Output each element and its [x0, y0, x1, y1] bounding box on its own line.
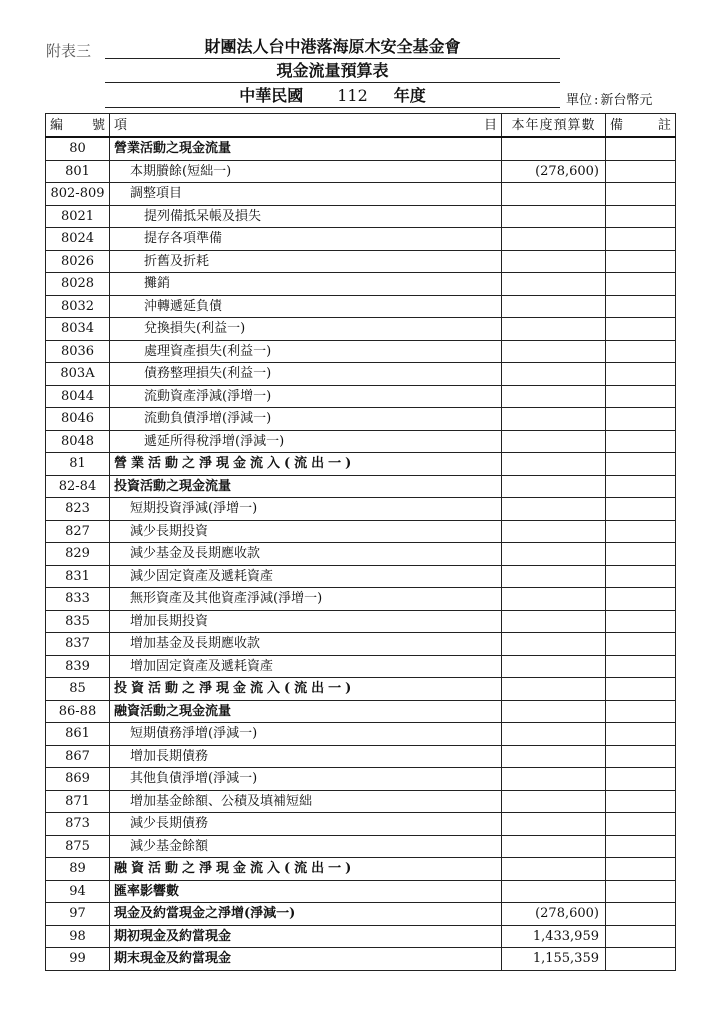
row-amount: [502, 565, 606, 588]
row-amount: [502, 250, 606, 273]
row-amount: [502, 835, 606, 858]
header-note-a: 備: [610, 117, 624, 133]
row-note: [606, 340, 676, 363]
table-row: [46, 228, 676, 251]
row-note: [606, 273, 676, 296]
table-row: [46, 160, 676, 183]
row-item: 減少基金及長期應收款: [110, 543, 502, 566]
row-amount: [502, 813, 606, 836]
row-note: [606, 813, 676, 836]
row-code: 97: [46, 903, 110, 926]
row-amount: [502, 588, 606, 611]
table-row: [46, 183, 676, 206]
row-code: 81: [46, 453, 110, 476]
row-code: 8036: [46, 340, 110, 363]
row-amount: [502, 498, 606, 521]
table-row: [46, 588, 676, 611]
table-row: [46, 700, 676, 723]
row-note: [606, 768, 676, 791]
row-item: 增加長期債務: [110, 745, 502, 768]
row-item: 沖轉遞延負債: [110, 295, 502, 318]
row-item: 處理資產損失(利益一): [110, 340, 502, 363]
row-item: 增加基金及長期應收款: [110, 633, 502, 656]
table-row: [46, 363, 676, 386]
row-note: [606, 205, 676, 228]
row-code: 8021: [46, 205, 110, 228]
row-code: 8024: [46, 228, 110, 251]
row-item: 期初現金及約當現金: [110, 925, 502, 948]
row-amount: [502, 880, 606, 903]
table-row: [46, 137, 676, 160]
table-row: [46, 295, 676, 318]
row-code: 8048: [46, 430, 110, 453]
row-code: 98: [46, 925, 110, 948]
row-code: 861: [46, 723, 110, 746]
row-amount: [502, 700, 606, 723]
table-row: [46, 925, 676, 948]
row-item: 無形資產及其他資產淨減(淨增一): [110, 588, 502, 611]
row-code: 8028: [46, 273, 110, 296]
table-row: [46, 858, 676, 881]
table-row: [46, 475, 676, 498]
row-note: [606, 903, 676, 926]
report-title: 現金流量預算表: [105, 61, 560, 83]
row-amount: [502, 183, 606, 206]
table-row: [46, 813, 676, 836]
table-row: [46, 565, 676, 588]
table-row: [46, 318, 676, 341]
row-note: [606, 498, 676, 521]
row-item: 流動資產淨減(淨增一): [110, 385, 502, 408]
row-note: [606, 228, 676, 251]
row-amount: (278,600): [502, 160, 606, 183]
row-amount: 1,155,359: [502, 948, 606, 971]
row-code: 837: [46, 633, 110, 656]
row-amount: [502, 137, 606, 160]
table-row: [46, 610, 676, 633]
table-row: [46, 453, 676, 476]
row-item: 融資活動之現金流量: [110, 700, 502, 723]
row-note: [606, 250, 676, 273]
row-code: 99: [46, 948, 110, 971]
row-amount: [502, 273, 606, 296]
row-amount: [502, 543, 606, 566]
row-item: 增加基金餘額、公積及填補短絀: [110, 790, 502, 813]
table-row: [46, 835, 676, 858]
row-note: [606, 520, 676, 543]
row-item: 短期債務淨增(淨減一): [110, 723, 502, 746]
row-code: 8032: [46, 295, 110, 318]
row-amount: [502, 723, 606, 746]
row-note: [606, 318, 676, 341]
header-note-b: 註: [657, 117, 671, 133]
header-code-a: 編: [50, 117, 64, 133]
row-item: 減少長期投資: [110, 520, 502, 543]
row-item: 減少固定資產及遞耗資產: [110, 565, 502, 588]
row-code: 867: [46, 745, 110, 768]
row-amount: [502, 678, 606, 701]
row-amount: [502, 228, 606, 251]
row-code: 829: [46, 543, 110, 566]
row-code: 873: [46, 813, 110, 836]
row-item: 融資活動之淨現金流入(流出一): [110, 858, 502, 881]
row-item: 流動負債淨增(淨減一): [110, 408, 502, 431]
table-row: [46, 678, 676, 701]
row-amount: [502, 318, 606, 341]
row-amount: [502, 430, 606, 453]
row-amount: [502, 745, 606, 768]
row-item: 短期投資淨減(淨增一): [110, 498, 502, 521]
row-note: [606, 880, 676, 903]
row-code: 8046: [46, 408, 110, 431]
row-note: [606, 183, 676, 206]
era-label: 中華民國: [239, 86, 304, 105]
table-row: [46, 543, 676, 566]
currency-unit: [566, 89, 652, 108]
unit-value: 新台幣元: [600, 93, 653, 108]
row-item: 增加長期投資: [110, 610, 502, 633]
row-item: 攤銷: [110, 273, 502, 296]
row-code: 801: [46, 160, 110, 183]
row-note: [606, 610, 676, 633]
row-amount: [502, 475, 606, 498]
unit-label: 單位: [566, 93, 593, 108]
row-note: [606, 430, 676, 453]
row-note: [606, 790, 676, 813]
row-note: [606, 543, 676, 566]
row-code: 833: [46, 588, 110, 611]
row-item: 其他負債淨增(淨減一): [110, 768, 502, 791]
row-code: 869: [46, 768, 110, 791]
table-row: [46, 723, 676, 746]
row-item: 提存各項準備: [110, 228, 502, 251]
table-row: [46, 790, 676, 813]
table-row: [46, 385, 676, 408]
row-note: [606, 925, 676, 948]
table-row: [46, 250, 676, 273]
row-item: 兌換損失(利益一): [110, 318, 502, 341]
row-code: 875: [46, 835, 110, 858]
header-code-b: 號: [91, 117, 105, 133]
row-item: 債務整理損失(利益一): [110, 363, 502, 386]
row-amount: [502, 385, 606, 408]
row-code: 827: [46, 520, 110, 543]
row-note: [606, 565, 676, 588]
table-row: [46, 205, 676, 228]
row-code: 85: [46, 678, 110, 701]
row-amount: [502, 633, 606, 656]
row-code: 871: [46, 790, 110, 813]
header-amount: 本年度預算數: [502, 114, 606, 138]
row-amount: (278,600): [502, 903, 606, 926]
unit-separator: :: [594, 93, 599, 108]
table-row: [46, 408, 676, 431]
year-value: 112: [337, 86, 368, 105]
row-code: 831: [46, 565, 110, 588]
header-row: [46, 114, 676, 138]
row-amount: [502, 408, 606, 431]
table-row: [46, 520, 676, 543]
table-row: [46, 273, 676, 296]
row-note: [606, 363, 676, 386]
row-note: [606, 137, 676, 160]
row-amount: [502, 363, 606, 386]
row-note: [606, 160, 676, 183]
row-note: [606, 835, 676, 858]
table-row: [46, 655, 676, 678]
year-suffix: 年度: [393, 86, 426, 105]
row-item: 現金及約當現金之淨增(淨減一): [110, 903, 502, 926]
row-note: [606, 858, 676, 881]
header-item-b: 目: [483, 117, 497, 133]
row-item: 期末現金及約當現金: [110, 948, 502, 971]
row-item: 減少長期債務: [110, 813, 502, 836]
table-row: [46, 633, 676, 656]
row-amount: [502, 205, 606, 228]
row-item: 遞延所得稅淨增(淨減一): [110, 430, 502, 453]
table-row: [46, 768, 676, 791]
row-code: 94: [46, 880, 110, 903]
row-code: 8026: [46, 250, 110, 273]
row-item: 營業活動之淨現金流入(流出一): [110, 453, 502, 476]
header-code: [46, 114, 110, 138]
row-item: 減少基金餘額: [110, 835, 502, 858]
row-amount: [502, 858, 606, 881]
row-code: 86-88: [46, 700, 110, 723]
cash-flow-table: [45, 113, 676, 971]
row-code: 80: [46, 137, 110, 160]
row-amount: [502, 768, 606, 791]
row-code: 823: [46, 498, 110, 521]
row-item: 營業活動之現金流量: [110, 137, 502, 160]
row-code: 835: [46, 610, 110, 633]
row-code: 82-84: [46, 475, 110, 498]
row-note: [606, 385, 676, 408]
row-amount: [502, 655, 606, 678]
row-note: [606, 408, 676, 431]
row-note: [606, 633, 676, 656]
table-row: [46, 880, 676, 903]
row-amount: [502, 453, 606, 476]
row-item: 匯率影響數: [110, 880, 502, 903]
header-item-a: 項: [114, 117, 128, 133]
row-amount: [502, 520, 606, 543]
row-code: 839: [46, 655, 110, 678]
table-row: [46, 498, 676, 521]
row-amount: [502, 790, 606, 813]
row-note: [606, 700, 676, 723]
table-row: [46, 430, 676, 453]
row-code: 8034: [46, 318, 110, 341]
row-amount: 1,433,959: [502, 925, 606, 948]
row-code: 8044: [46, 385, 110, 408]
row-note: [606, 453, 676, 476]
annex-label: 附表三: [46, 42, 92, 60]
row-code: 89: [46, 858, 110, 881]
row-note: [606, 948, 676, 971]
table-row: [46, 903, 676, 926]
header-item: [110, 114, 502, 138]
row-note: [606, 678, 676, 701]
row-note: [606, 475, 676, 498]
row-item: 增加固定資產及遞耗資產: [110, 655, 502, 678]
row-item: 調整項目: [110, 183, 502, 206]
row-item: 投資活動之現金流量: [110, 475, 502, 498]
row-item: 本期賸餘(短絀一): [110, 160, 502, 183]
row-note: [606, 655, 676, 678]
row-note: [606, 745, 676, 768]
row-code: 802-809: [46, 183, 110, 206]
row-amount: [502, 295, 606, 318]
row-note: [606, 295, 676, 318]
row-amount: [502, 610, 606, 633]
row-note: [606, 723, 676, 746]
table-row: [46, 948, 676, 971]
row-item: 投資活動之淨現金流入(流出一): [110, 678, 502, 701]
fiscal-year-title: [105, 86, 560, 108]
row-note: [606, 588, 676, 611]
table-row: [46, 340, 676, 363]
row-code: 803A: [46, 363, 110, 386]
row-item: 提列備抵呆帳及損失: [110, 205, 502, 228]
row-amount: [502, 340, 606, 363]
header-note: [606, 114, 676, 138]
row-item: 折舊及折耗: [110, 250, 502, 273]
table-row: [46, 745, 676, 768]
organization-title: 財團法人台中港落海原木安全基金會: [105, 37, 560, 59]
